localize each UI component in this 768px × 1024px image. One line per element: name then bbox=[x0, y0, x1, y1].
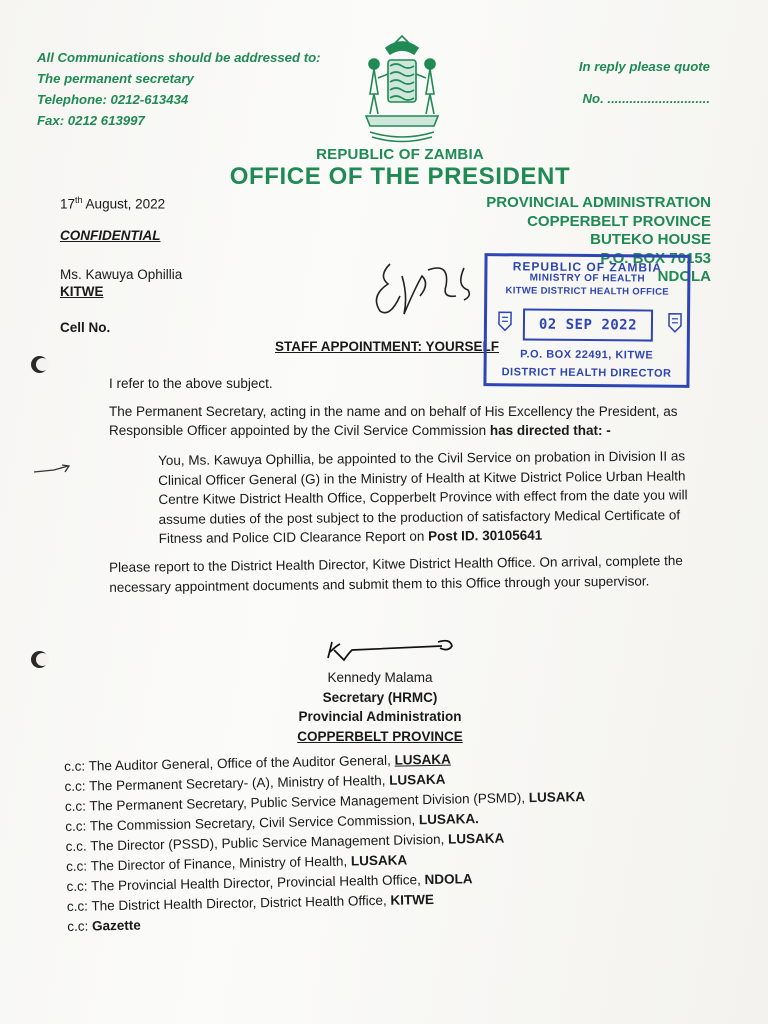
appointment-paragraph bbox=[158, 446, 699, 548]
stamp-po-box: P.O. BOX 22491, KITWE bbox=[520, 348, 654, 362]
signatory-block bbox=[270, 668, 490, 746]
cc-place: LUSAKA bbox=[528, 789, 586, 806]
cc-prefix: c.c. bbox=[65, 838, 91, 854]
date-day: 17 bbox=[60, 196, 76, 212]
cc-recipient: The Permanent Secretary- (A), Ministry of Health, bbox=[88, 772, 390, 794]
province-line-5: NDOLA bbox=[657, 268, 711, 285]
directive-paragraph bbox=[109, 402, 709, 440]
signature bbox=[322, 636, 462, 666]
cc-prefix: c.c: bbox=[65, 818, 90, 834]
signatory-name: Kennedy Malama bbox=[327, 670, 433, 685]
cell-number-label: Cell No. bbox=[60, 320, 111, 335]
cc-place: LUSAKA bbox=[394, 751, 451, 768]
cc-prefix: c.c: bbox=[66, 878, 92, 894]
stamp-emblem-icon bbox=[495, 308, 515, 332]
cc-place: LUSAKA bbox=[350, 852, 408, 869]
hole-punch-mark bbox=[31, 651, 48, 668]
cc-recipient: The Provincial Health Director, Provincial Health Office, bbox=[90, 872, 425, 894]
cc-recipient: The Auditor General, Office of the Auditor General, bbox=[88, 752, 395, 774]
cc-place: KITWE bbox=[390, 891, 435, 908]
cc-recipient: The Permanent Secretary, Public Service Management Division (PSMD), bbox=[89, 790, 529, 814]
stamp-office: KITWE DISTRICT HEALTH OFFICE bbox=[505, 285, 669, 298]
date-month-year: August, 2022 bbox=[82, 196, 166, 212]
received-date-stamp bbox=[483, 253, 690, 388]
cc-place: LUSAKA. bbox=[418, 811, 479, 828]
cc-prefix: c.c: bbox=[65, 858, 91, 874]
cc-prefix: c.c: bbox=[64, 778, 90, 794]
province-line-3: BUTEKO HOUSE bbox=[590, 231, 711, 248]
province-line-4: P.O. BOX 70153 bbox=[600, 249, 711, 267]
signatory-province: COPPERBELT PROVINCE bbox=[297, 728, 463, 744]
header-line-2: The permanent secretary bbox=[37, 71, 194, 86]
signatory-department: Provincial Administration bbox=[298, 709, 462, 724]
cc-prefix: c.c: bbox=[64, 798, 90, 814]
subject-line: STAFF APPOINTMENT: YOURSELF bbox=[275, 339, 500, 354]
directive-text: The Permanent Secretary, acting in the name and on behalf of His Excellency the President, as Responsible Officer appointed by the Civil Service Commission bbox=[109, 404, 678, 438]
addressee-city: KITWE bbox=[60, 284, 104, 299]
header-line-3: Telephone: 0212-613434 bbox=[37, 92, 189, 107]
reference-sentence: I refer to the above subject. bbox=[109, 376, 273, 391]
signatory-title: Secretary (HRMC) bbox=[322, 689, 438, 705]
cc-recipient: The Director of Finance, Ministry of Health, bbox=[90, 853, 352, 874]
cc-place: Gazette bbox=[91, 917, 141, 934]
cc-prefix: c.c: bbox=[64, 758, 89, 774]
office-title: OFFICE OF THE PRESIDENT bbox=[229, 163, 571, 190]
date-suffix: th bbox=[75, 195, 83, 205]
cc-place: LUSAKA bbox=[388, 771, 446, 788]
cc-place: LUSAKA bbox=[447, 830, 505, 847]
cc-place: NDOLA bbox=[424, 871, 473, 888]
letter-date bbox=[60, 195, 165, 212]
cc-recipient: The Director (PSSD), Public Service Management Division, bbox=[90, 831, 449, 854]
post-id: Post ID. 30105641 bbox=[428, 527, 543, 544]
stamp-republic: REPUBLIC OF ZAMBIA bbox=[512, 259, 663, 275]
province-line-2: COPPERBELT PROVINCE bbox=[527, 212, 711, 230]
reporting-paragraph: Please report to the District Health Director, Kitwe District Health Office. On arrival, complete the necessary appointment documents and submit them to this Office through your supervisor. bbox=[109, 552, 683, 595]
stamp-director: DISTRICT HEALTH DIRECTOR bbox=[501, 366, 672, 380]
cc-prefix: c.c: bbox=[66, 898, 92, 914]
stamp-ministry: MINISTRY OF HEALTH bbox=[529, 272, 646, 285]
stamp-date: 02 SEP 2022 bbox=[523, 308, 653, 341]
cc-recipient: The Commission Secretary, Civil Service Commission, bbox=[89, 812, 420, 834]
reply-number: No. ............................ bbox=[582, 91, 710, 106]
addressee-name: Ms. Kawuya Ophillia bbox=[60, 267, 183, 282]
handwritten-initials bbox=[360, 256, 480, 326]
stamp-emblem-icon-right bbox=[665, 310, 685, 334]
cc-recipient: The District Health Director, District Health Office, bbox=[91, 892, 391, 914]
republic-title: REPUBLIC OF ZAMBIA bbox=[316, 146, 484, 163]
province-line-1: PROVINCIAL ADMINISTRATION bbox=[486, 194, 711, 211]
appointment-text: You, Ms. Kawuya Ophillia, be appointed to the Civil Service on probation in Division II as Clinical Officer General (G) in the Ministry of Health at Kitwe District Police Urban Health Centre Kitwe District Health Office, Copperbelt Province with effect from the date you will assume duties of the post subject to the production of satisfactory Medical Certificate of Fitness and Police CID Clearance Report on bbox=[158, 448, 688, 546]
directive-emphasis: has directed that: - bbox=[489, 423, 611, 438]
cc-prefix: c.c: bbox=[67, 918, 93, 934]
header-line-1: All Communications should be addressed to: bbox=[37, 50, 321, 65]
header-line-4: Fax: 0212 613997 bbox=[37, 113, 145, 128]
addressee-block bbox=[60, 266, 182, 300]
coat-of-arms-emblem bbox=[356, 34, 448, 144]
margin-mark bbox=[32, 462, 74, 478]
cc-list bbox=[64, 746, 647, 937]
reply-label: In reply please quote bbox=[578, 59, 710, 74]
confidential-label: CONFIDENTIAL bbox=[60, 228, 161, 243]
communication-instructions bbox=[37, 47, 321, 131]
hole-punch-mark bbox=[31, 356, 48, 373]
reply-quote-block bbox=[579, 51, 710, 115]
